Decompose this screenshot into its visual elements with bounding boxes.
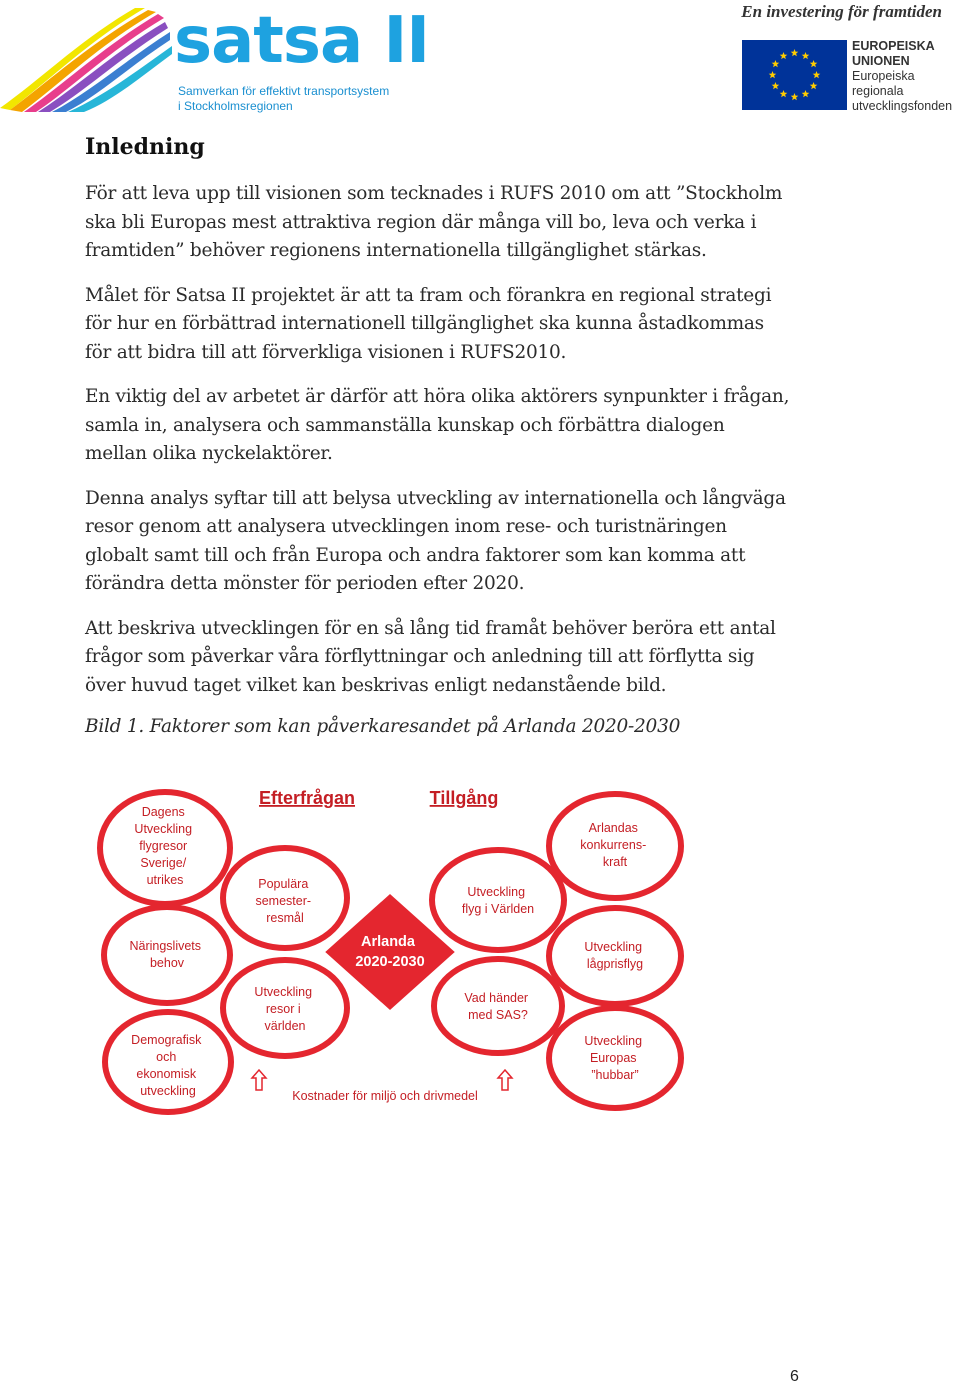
- eu-line: regionala: [852, 84, 904, 98]
- circle-line: resor i: [265, 1002, 301, 1016]
- svg-text:Populära semester-: [255, 877, 314, 925]
- eu-line: utvecklingsfonden: [852, 99, 953, 113]
- heading-tillgang: Tillgång: [429, 788, 499, 808]
- text-line: för att bidra till att förverkliga visionen i RUFS2010.: [85, 341, 567, 363]
- text-line: För att leva upp till visionen som tecknades i RUFS 2010 om att ”Stockholm: [85, 183, 783, 204]
- circle-line: ”hubbar”: [591, 1068, 639, 1082]
- circle-line: med SAS?: [468, 1008, 528, 1022]
- circle-line: Utveckling: [584, 1034, 643, 1048]
- eu-funding-badge: [730, 0, 960, 115]
- factors-diagram: [95, 780, 695, 1115]
- circle-line: resmål: [266, 911, 304, 925]
- logo-wordmark: satsa II: [174, 4, 430, 78]
- circle-line: lågprisflyg: [586, 957, 644, 971]
- circle-line: flyg i Världen: [461, 902, 535, 916]
- circle-line: världen: [264, 1019, 306, 1033]
- circle-arlandas-konkurrenskraft: [549, 794, 681, 898]
- circle-utveckling-europas-hubbar: [549, 1008, 681, 1108]
- paragraph-2: [85, 282, 825, 368]
- svg-text:Utveckling resor i: [254, 985, 315, 1033]
- circle-utveckling-flyg: [432, 850, 564, 950]
- circle-line: och: [156, 1050, 177, 1064]
- figure-caption: Bild 1. Faktorer som kan påverkaresandet på Arlanda 2020-2030: [85, 716, 681, 737]
- section-heading: Inledning: [85, 134, 205, 160]
- circle-line: Europas: [589, 1051, 637, 1065]
- circle-line: Dagens: [141, 805, 185, 819]
- eu-slogan: En investering för framtiden: [741, 2, 942, 21]
- svg-text:Vad händer med SAS?: [464, 991, 531, 1022]
- satsa-logo: [0, 0, 450, 115]
- paragraph-4: [85, 485, 825, 599]
- center-line: 2020-2030: [355, 954, 425, 970]
- page-number: 6: [790, 1368, 799, 1385]
- circle-vad-hander-sas: [434, 959, 562, 1053]
- circle-line: Utveckling: [254, 985, 313, 999]
- svg-text:Näringslivets behov: [129, 939, 204, 970]
- circle-line: Populära: [258, 877, 309, 891]
- text-line: mellan olika nyckelaktörer.: [85, 443, 333, 464]
- text-line: förändra detta mönster för perioden efter 2020.: [85, 573, 525, 594]
- document-body: [85, 134, 825, 737]
- circle-line: ekonomisk: [136, 1067, 197, 1081]
- svg-text:Dagens Utveckling: [134, 805, 195, 887]
- circle-naringslivets-behov: [104, 907, 230, 1003]
- text-line: Denna analys syftar till att belysa utveckling av internationella och långväga: [85, 487, 786, 509]
- svg-text:Demografisk och: [131, 1033, 205, 1098]
- svg-text:Utveckling flyg i Värl: [462, 885, 534, 916]
- text-line: framtiden” behöver regionens internationella tillgänglighet stärkas.: [85, 240, 707, 261]
- eu-line: EUROPEISKA: [852, 39, 935, 53]
- circle-line: Näringslivets: [129, 939, 202, 953]
- eu-line: Europeiska: [852, 69, 915, 83]
- up-arrow-right-icon: [498, 1070, 512, 1090]
- circle-dagens-utveckling: [100, 792, 230, 904]
- circle-line: semester-: [255, 894, 312, 908]
- circle-demografisk: [105, 1012, 231, 1112]
- center-line: Arlanda: [360, 934, 415, 950]
- circle-line: flygresor: [139, 839, 188, 853]
- text-line: Målet för Satsa II projektet är att ta fram och förankra en regional strategi: [85, 284, 772, 306]
- text-line: resor genom att analysera utvecklingen inom rese- och turistnäringen: [85, 516, 727, 537]
- circle-line: Sverige/: [140, 856, 187, 870]
- text-line: ska bli Europas mest attraktiva region där många vill bo, leva och verka i: [85, 211, 757, 233]
- logo-stripes-graphic: [0, 0, 175, 115]
- circle-line: Utveckling: [467, 885, 526, 899]
- bottom-label: Kostnader för miljö och drivmedel: [292, 1089, 478, 1103]
- heading-efterfragan: Efterfrågan: [258, 788, 356, 808]
- circle-line: behov: [149, 956, 185, 970]
- eu-flag-icon: [742, 40, 847, 110]
- circle-utveckling-lagprisflyg: [549, 908, 681, 1004]
- text-line: Att beskriva utvecklingen för en så lång tid framåt behöver beröra ett antal: [85, 617, 776, 639]
- up-arrow-left-icon: [252, 1070, 266, 1090]
- circle-line: Utveckling: [134, 822, 193, 836]
- circle-line: konkurrens-: [580, 838, 647, 852]
- diagram-canvas: [95, 780, 695, 1115]
- paragraph-5: [85, 615, 825, 701]
- text-line: En viktig del av arbetet är därför att höra olika aktörers synpunkter i frågan,: [85, 386, 790, 407]
- eu-line: UNIONEN: [852, 54, 910, 68]
- text-line: samla in, analysera och sammanställa kunskap och förbättra dialogen: [85, 414, 725, 436]
- text-line: över huvud taget vilket kan beskrivas enligt nedanstående bild.: [85, 674, 667, 696]
- eu-text-block: [852, 39, 952, 114]
- circle-line: Demografisk: [131, 1033, 202, 1047]
- text-line: globalt samt till och från Europa och andra faktorer som kan komma att: [85, 544, 746, 566]
- circle-line: utveckling: [140, 1084, 196, 1098]
- circle-line: Arlandas: [588, 821, 638, 835]
- circle-line: kraft: [602, 855, 628, 869]
- text-line: för hur en förbättrad internationell tillgänglighet ska kunna åstadkommas: [85, 313, 764, 334]
- text-line: frågor som påverkar våra förflyttningar och anledning till att förflytta sig: [85, 646, 755, 667]
- circle-line: Utveckling: [584, 940, 643, 954]
- circle-populara-semesterresmal: [223, 848, 347, 948]
- logo-subtitle-line1: Samverkan för effektivt transportsystem: [178, 84, 390, 98]
- paragraph-1: [85, 180, 825, 266]
- circle-line: Vad händer: [464, 991, 529, 1005]
- svg-text:Utveckling Europas: [584, 1034, 645, 1082]
- paragraph-3: [85, 383, 825, 469]
- svg-text:Arlandas konkurrens-: [580, 821, 649, 869]
- circle-utveckling-resor: [223, 960, 347, 1056]
- logo-subtitle-line2: i Stockholmsregionen: [178, 99, 293, 113]
- circle-line: utrikes: [146, 873, 184, 887]
- svg-text:Utveckling lågprisflyg: [584, 940, 645, 971]
